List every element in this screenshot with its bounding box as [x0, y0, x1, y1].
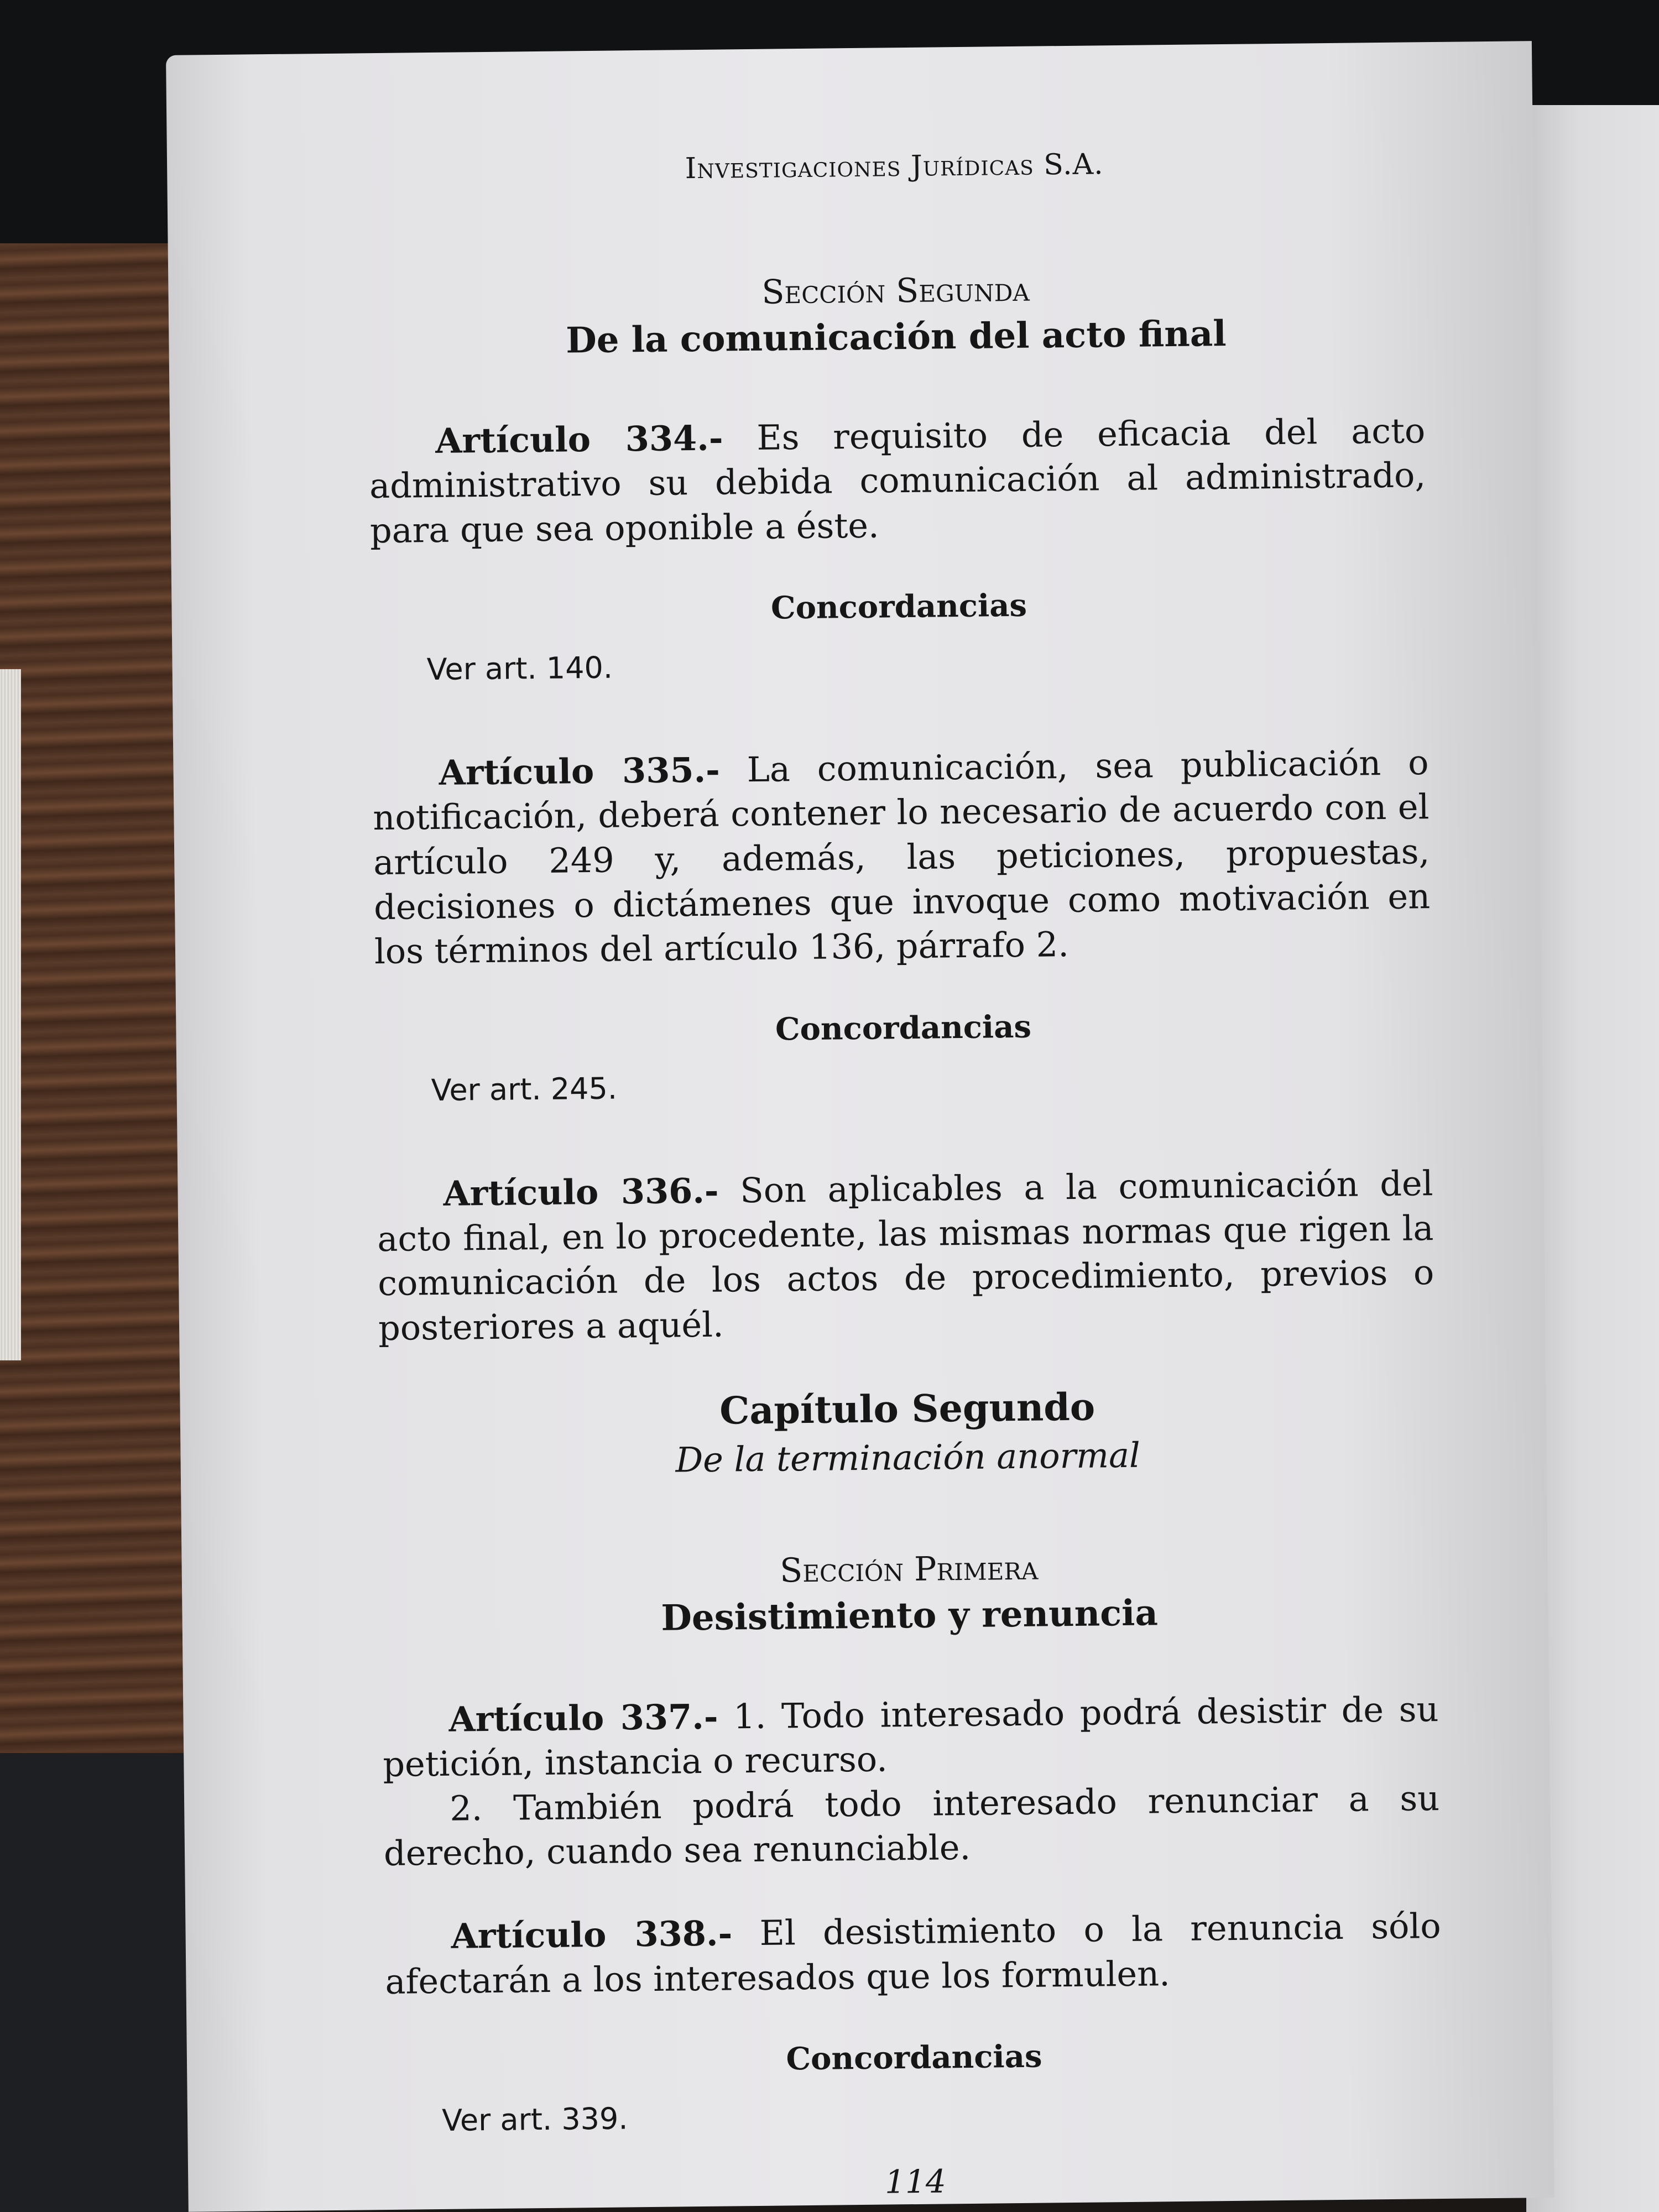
- concordancias-ref-1: Ver art. 140.: [426, 650, 613, 687]
- article-336: [377, 1161, 1434, 1350]
- concordancias-heading-2: Concordancias: [775, 1008, 1032, 1048]
- chapter-two-title: Capítulo Segundo: [719, 1385, 1095, 1433]
- concordancias-heading-1: Concordancias: [770, 587, 1027, 627]
- concordancias-ref-2: Ver art. 245.: [431, 1071, 618, 1108]
- article-334-text: Es requisito de eficacia del acto administrativo su debida comunicación al administrado, para que sea oponible a éste.: [369, 410, 1426, 551]
- article-337: [382, 1687, 1439, 1787]
- article-335-label: Artículo 335.-: [439, 749, 721, 793]
- page-number: 114: [884, 2162, 947, 2201]
- article-334: [369, 409, 1426, 554]
- article-335: [372, 740, 1431, 974]
- article-337-paragraph-2: 2. También podrá todo interesado renunciar a su derecho, cuando sea renunciable.: [383, 1777, 1440, 1874]
- article-337-text: 1. Todo interesado podrá desistir de su petición, instancia o recurso.: [383, 1688, 1439, 1785]
- article-338-label: Artículo 338.-: [451, 1913, 733, 1957]
- section-one-label: Sección Primera: [779, 1548, 1039, 1590]
- section-two-label: Sección Segunda: [761, 270, 1030, 312]
- side-book-edge: [0, 669, 21, 1360]
- chapter-two-subtitle: De la terminación anormal: [675, 1435, 1141, 1480]
- running-header: Investigaciones Jurídicas S.A.: [685, 148, 1104, 186]
- article-338: [384, 1904, 1442, 2004]
- article-336-label: Artículo 336.-: [443, 1170, 719, 1214]
- article-338-text: El desistimiento o la renuncia sólo afectarán a los interesados que los formulen.: [385, 1905, 1441, 2002]
- article-337-label: Artículo 337.-: [448, 1696, 718, 1740]
- article-335-text: La comunicación, sea publicación o notificación, deberá contener lo necesario de acuerdo con el artículo 249 y, además, las peticiones, propuestas, decisiones o dictámenes que invoque como motivación en los términos del artículo 136, párrafo 2.: [373, 742, 1431, 972]
- article-334-label: Artículo 334.-: [435, 418, 723, 461]
- article-336-text: Son aplicables a la comunicación del acto final, en lo procedente, las mismas normas que rigen la comunicación de los actos de procedimiento, previos o posteriores a aquél.: [377, 1163, 1434, 1349]
- concordancias-ref-3: Ver art. 339.: [441, 2101, 628, 2138]
- book-page: [166, 41, 1554, 2212]
- section-one-title: Desistimiento y renuncia: [660, 1592, 1159, 1639]
- section-two-title: De la comunicación del acto final: [565, 313, 1227, 362]
- page-content: [366, 142, 1444, 2202]
- concordancias-heading-3: Concordancias: [786, 2038, 1042, 2078]
